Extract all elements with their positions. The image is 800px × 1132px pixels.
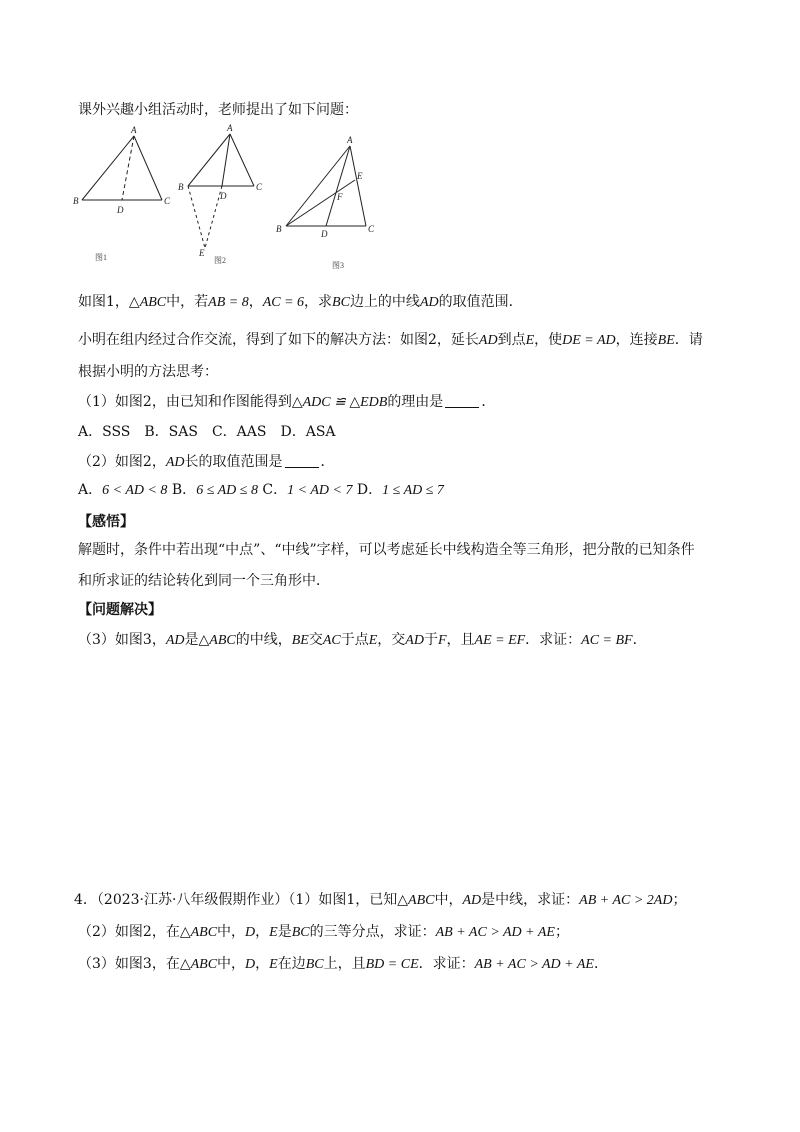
fig2-label-e: E (199, 248, 205, 258)
fig2-label-b: B (178, 182, 184, 192)
figure-1 (70, 124, 180, 270)
q3-line-4: （1）如图2，由已知和作图能得到△ADC ≌ △EDB的理由是 ． (78, 394, 496, 410)
fig3-label-d: D (321, 229, 328, 239)
fig3-label-f: F (337, 192, 343, 202)
fig1-label-a: A (131, 125, 137, 135)
q4-line-1: 4．（2023·江苏·八年级假期作业）（1）如图1，已知△ABC中，AD是中线，求证：AB + AC > 2AD； (74, 892, 687, 908)
insight-text-2: 和所求证的结论转化到同一个三角形中． (78, 573, 330, 589)
fig3-caption: 图3 (332, 261, 344, 270)
fig1-caption: 图1 (95, 253, 107, 262)
fig3-label-c: C (368, 224, 375, 234)
q3-line-6: （2）如图2，AD长的取值范围是 ． (78, 454, 335, 470)
q3-line-1: 如图1，△ABC中，若AB = 8，AC = 6，求BC边上的中线AD的取值范围． (78, 294, 523, 310)
q4-line-3: （3）如图3，在△ABC中，D，E在边BC上，且BD = CE．求证：AB + AC > AD + AE． (78, 956, 608, 972)
fig1-label-c: C (164, 196, 171, 206)
fig3-label-e: E (357, 171, 363, 181)
fig2-caption: 图2 (214, 256, 226, 265)
figure-3 (276, 132, 386, 274)
q3-line-12: （3）如图3，AD是△ABC的中线，BE交AC于点E，交AD于F，且AE = EF．求证：AC = BF． (78, 632, 647, 648)
fig3-label-a: A (347, 135, 353, 145)
q3-line-3: 根据小明的方法思考： (78, 364, 218, 380)
insight-text-1: 解题时，条件中若出现“中点”、“中线”字样，可以考虑延长中线构造全等三角形，把分散的已知条件 (78, 542, 695, 558)
fig2-label-a: A (227, 123, 233, 133)
fig1-label-d: D (117, 205, 124, 215)
fig1-label-b: B (73, 196, 79, 206)
q3-line-2: 小明在组内经过合作交流，得到了如下的解决方法：如图2，延长AD到点E，使DE = AD，连接BE．请 (78, 332, 703, 348)
fig2-label-c: C (256, 182, 263, 192)
answer-blank-1[interactable] (445, 393, 479, 408)
answer-blank-2[interactable] (285, 453, 319, 468)
section-problem-solving: 【问题解决】 (78, 602, 162, 618)
q4-line-2: （2）如图2，在△ABC中，D，E是BC的三等分点，求证：AB + AC > AD + AE； (78, 924, 569, 940)
q3-options-2: A．6 < AD < 8 B．6 ≤ AD ≤ 8 C．1 < AD < 7 D．1 ≤ AD ≤ 7 (78, 482, 444, 498)
figure-2 (172, 120, 272, 270)
section-insight: 【感悟】 (78, 514, 134, 530)
q3-options-1: A．SSS B．SAS C．AAS D．ASA (78, 424, 336, 440)
fig2-label-d: D (220, 191, 227, 201)
intro-text: 课外兴趣小组活动时，老师提出了如下问题： (78, 102, 358, 118)
fig3-label-b: B (276, 224, 282, 234)
